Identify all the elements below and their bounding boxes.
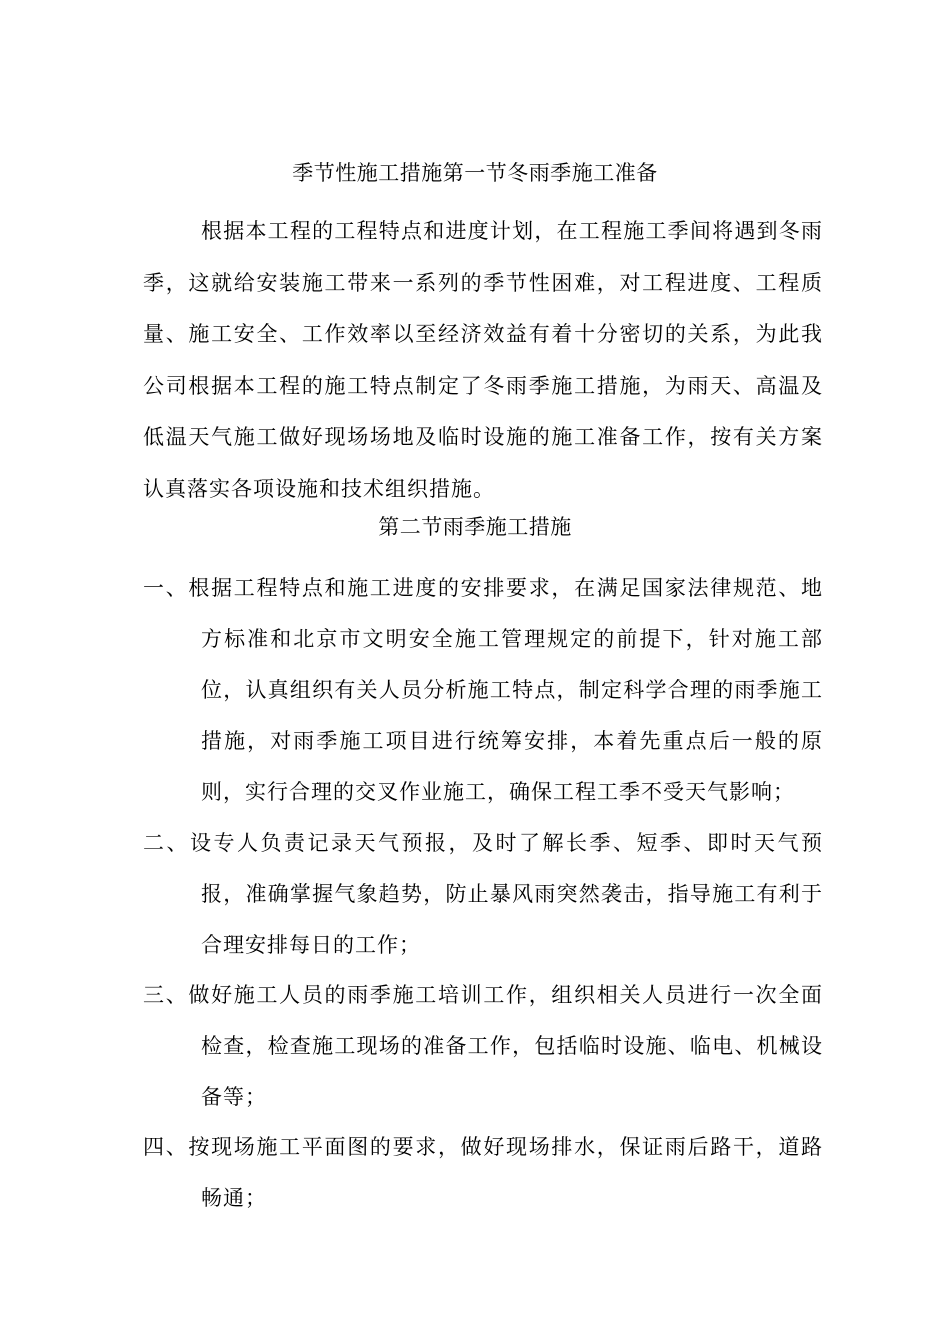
list-item [143,563,823,818]
section-title: 第二节雨季施工措施 [378,515,572,539]
list-item-marker: 一、 [143,576,189,600]
list-item [143,970,823,1123]
intro-paragraph: 根据本工程的工程特点和进度计划，在工程施工季间将遇到冬雨季，这就给安装施工带来一系列的季节性困难，对工程进度、工程质量、施工安全、工作效率以至经济效益有着十分密切的关系，为此我公司根据本工程的施工特点制定了冬雨季施工措施，为雨天、高温及低温天气施工做好现场场地及临时设施的施工准备工作，按有关方案认真落实各项设施和技术组织措施。 [143,219,823,501]
list-item-marker: 四、 [143,1135,189,1159]
list-item-text: 设专人负责记录天气预报，及时了解长季、短季、即时天气预报，准确掌握气象趋势，防止暴风雨突然袭击，指导施工有利于合理安排每日的工作； [190,831,823,957]
list-item [143,818,823,971]
list-item-text: 根据工程特点和施工进度的安排要求，在满足国家法律规范、地方标准和北京市文明安全施工管理规定的前提下，针对施工部位，认真组织有关人员分析施工特点，制定科学合理的雨季施工措施，对雨季施工项目进行统筹安排，本着先重点后一般的原则，实行合理的交叉作业施工，确保工程工季不受天气影响； [188,576,824,804]
list-item-marker: 二、 [143,831,190,855]
list-item-text: 做好施工人员的雨季施工培训工作，组织相关人员进行一次全面检查，检查施工现场的准备工作，包括临时设施、临电、机械设备等； [188,983,824,1109]
list-item-text: 按现场施工平面图的要求，做好现场排水，保证雨后路干，道路畅通； [188,1135,824,1210]
list-item [143,1122,823,1224]
list-item-marker: 三、 [143,983,189,1007]
document-title: 季节性施工措施第一节冬雨季施工准备 [292,161,658,185]
